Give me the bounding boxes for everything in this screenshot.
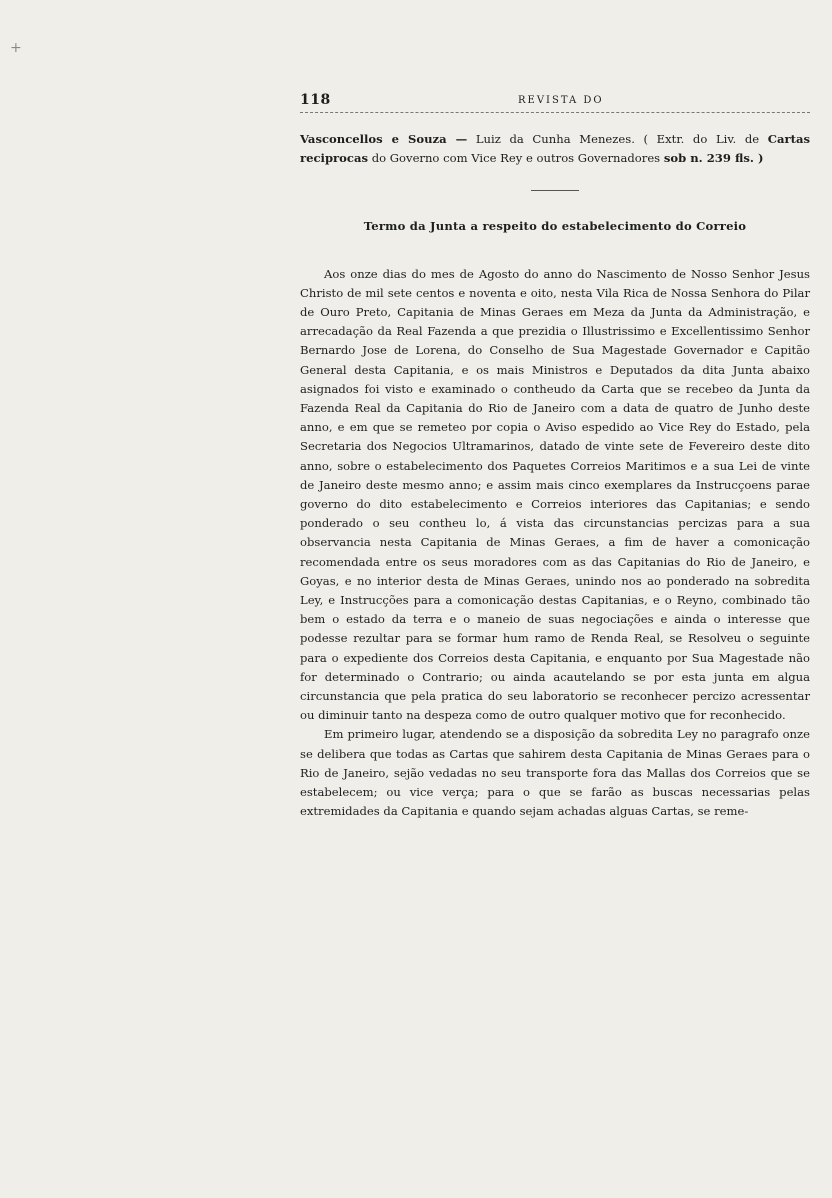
source-ref-a: ( Extr. do Liv. de: [643, 132, 760, 146]
page-number: 118: [300, 92, 331, 108]
paragraph-1: Aos onze dias do mes de Agosto do anno do Nascimento de Nosso Senhor Jesus Christo de mil sete centos e noventa e oito, nesta Vila Rica de Nossa Senhora do Pilar de Ouro Preto, Capitania de Minas Geraes em Meza da Junta da Administração, e arrecadação da Real Fazenda a que prezidia o Illustrissimo e Excellentissimo Senhor Bernardo Jose de Lorena, do Conselho de Sua Magestade Governador e Capitão General desta Capitania, e os mais Ministros e Deputados da dita Junta abaixo asignados foi visto e examinado o contheudo da Carta que se recebeo da Junta da Fazenda Real da Capitania do Rio de Janeiro com a data de quatro de Junho deste anno, e em que se remeteo por copia o Aviso espedido ao Vice Rey do Estado, pela Secretaria dos Negocios Ultramarinos, datado de vinte sete de Fevereiro deste dito anno, sobre o estabelecimento dos Paquetes Correios Maritimos e a sua Lei de vinte de Janeiro deste mesmo anno; e assim mais cinco exemplares da Instrucçoens parae governo do dito estabelecimento e Correios interiores das Capitanias; e sendo ponderado o seu contheu lo, á vista das circunstancias percizas para a sua observancia nesta Capitania de Minas Geraes, a fim de haver a comonicação recomendada entre os seus moradores com as das Capitanias do Rio de Janeiro, e Goyas, e no interior desta de Minas Geraes, unindo nos ao ponderado na sobredita Ley, e Instrucções para a comonicação destas Capitanias, e o Reyno, combinado tão bem o estado da terra e o maneio de suas negociações e ainda o interesse que podesse rezultar para se formar hum ramo de Renda Real, se Resolveu o seguinte para o expediente dos Correios desta Capitania, e enquanto por Sua Magestade não for determinado o Contrario; ou ainda acautelando se por esta junta em algua circunstancia que pela pratica do seu laboratorio se reconhecer percizo acressentar ou diminuir tanto na despeza como de outro qualquer motivo que for reconhecido.: [300, 266, 810, 723]
source-author: Vasconcellos e Souza —: [300, 132, 468, 146]
margin-mark: +: [10, 40, 22, 56]
section-title: Termo da Junta a respeito do estabelecimento do Correio: [363, 219, 747, 234]
source-note: [300, 130, 810, 168]
page-header: [300, 92, 810, 114]
source-names: Luiz da Cunha Menezes.: [475, 132, 635, 146]
source-ref-d: sob n. 239 fls. ): [663, 151, 764, 166]
header-rule: [300, 112, 810, 113]
paragraph-2: Em primeiro lugar, atendendo se a disposição da sobredita Ley no paragrafo onze se delibera que todas as Cartas que sahirem desta Capitania de Minas Geraes para o Rio de Janeiro, sejão vedadas no seu transporte fora das Mallas dos Correios que se estabelecem; ou vice verça; para o que se farão as buscas necessarias pelas extremidades da Capitania e quando sejam achadas alguas Cartas, se reme-: [300, 727, 810, 819]
page-content: [300, 130, 810, 822]
source-ref-c: do Governo com Vice Rey e outros Governadores: [371, 151, 661, 166]
running-head: REVISTA DO: [518, 95, 604, 106]
source-ref-b: Cartas reciprocas: [300, 132, 810, 166]
section-separator: [531, 190, 579, 191]
